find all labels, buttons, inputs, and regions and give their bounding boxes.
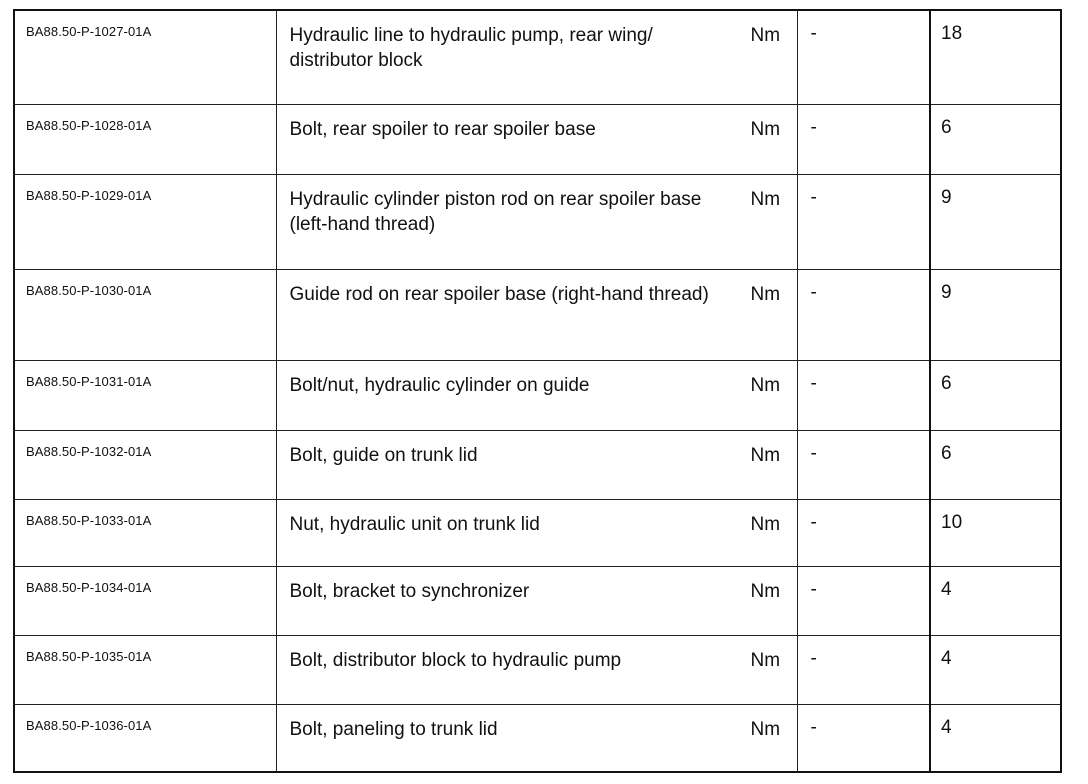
description-text: Bolt/nut, hydraulic cylinder on guide bbox=[289, 374, 590, 396]
description-cell bbox=[276, 566, 797, 635]
table-row bbox=[14, 499, 1061, 566]
value-cell: 9 bbox=[930, 269, 1061, 360]
value-cell: 4 bbox=[930, 566, 1061, 635]
table-row bbox=[14, 10, 1061, 104]
dash-cell: - bbox=[797, 430, 930, 499]
description-text: Hydraulic cylinder piston rod on rear spoiler base (left-hand thread) bbox=[289, 188, 702, 235]
value-cell: 4 bbox=[930, 635, 1061, 704]
description-text: Guide rod on rear spoiler base (right-hand thread) bbox=[289, 283, 709, 305]
table-row bbox=[14, 174, 1061, 269]
unit-text: Nm bbox=[750, 718, 781, 740]
dash-cell: - bbox=[797, 10, 930, 104]
spec-id-cell: BA88.50-P-1028-01A bbox=[14, 104, 276, 174]
dash-cell: - bbox=[797, 174, 930, 269]
unit-text: Nm bbox=[750, 118, 781, 140]
description-text: Hydraulic line to hydraulic pump, rear wing/ distributor block bbox=[289, 25, 653, 71]
spec-id-cell: BA88.50-P-1027-01A bbox=[14, 10, 276, 104]
dash-cell: - bbox=[797, 704, 930, 772]
spec-id-cell: BA88.50-P-1029-01A bbox=[14, 174, 276, 269]
dash-cell: - bbox=[797, 635, 930, 704]
table-row bbox=[14, 704, 1061, 772]
description-cell bbox=[276, 360, 797, 430]
unit-text: Nm bbox=[750, 513, 781, 535]
dash-cell: - bbox=[797, 269, 930, 360]
value-cell: 6 bbox=[930, 430, 1061, 499]
unit-text: Nm bbox=[750, 649, 781, 671]
description-cell bbox=[276, 10, 797, 104]
dash-cell: - bbox=[797, 499, 930, 566]
value-cell: 9 bbox=[930, 174, 1061, 269]
unit-text: Nm bbox=[750, 444, 781, 466]
value-cell: 10 bbox=[930, 499, 1061, 566]
value-cell: 18 bbox=[930, 10, 1061, 104]
dash-cell: - bbox=[797, 360, 930, 430]
description-text: Bolt, distributor block to hydraulic pump bbox=[289, 649, 622, 671]
description-cell bbox=[276, 269, 797, 360]
dash-cell: - bbox=[797, 566, 930, 635]
unit-text: Nm bbox=[750, 25, 781, 46]
description-text: Bolt, paneling to trunk lid bbox=[289, 718, 498, 740]
unit-text: Nm bbox=[750, 283, 781, 305]
unit-text: Nm bbox=[750, 188, 781, 210]
spec-id-cell: BA88.50-P-1032-01A bbox=[14, 430, 276, 499]
table-row bbox=[14, 269, 1061, 360]
table-row bbox=[14, 104, 1061, 174]
value-cell: 4 bbox=[930, 704, 1061, 772]
spec-id-cell: BA88.50-P-1035-01A bbox=[14, 635, 276, 704]
table-row bbox=[14, 635, 1061, 704]
description-cell bbox=[276, 704, 797, 772]
spec-id-cell: BA88.50-P-1036-01A bbox=[14, 704, 276, 772]
description-cell bbox=[276, 104, 797, 174]
spec-id-cell: BA88.50-P-1034-01A bbox=[14, 566, 276, 635]
unit-text: Nm bbox=[750, 580, 781, 602]
torque-spec-table bbox=[13, 9, 1062, 773]
description-cell bbox=[276, 430, 797, 499]
spec-id-cell: BA88.50-P-1033-01A bbox=[14, 499, 276, 566]
unit-text: Nm bbox=[750, 374, 781, 396]
value-cell: 6 bbox=[930, 104, 1061, 174]
description-cell bbox=[276, 499, 797, 566]
table-row bbox=[14, 566, 1061, 635]
description-text: Nut, hydraulic unit on trunk lid bbox=[289, 513, 540, 535]
table-row bbox=[14, 360, 1061, 430]
description-cell bbox=[276, 635, 797, 704]
description-text: Bolt, rear spoiler to rear spoiler base bbox=[289, 118, 596, 140]
description-text: Bolt, guide on trunk lid bbox=[289, 444, 478, 466]
spec-id-cell: BA88.50-P-1031-01A bbox=[14, 360, 276, 430]
dash-cell: - bbox=[797, 104, 930, 174]
value-cell: 6 bbox=[930, 360, 1061, 430]
description-cell bbox=[276, 174, 797, 269]
spec-id-cell: BA88.50-P-1030-01A bbox=[14, 269, 276, 360]
description-text: Bolt, bracket to synchronizer bbox=[289, 580, 530, 602]
table-row bbox=[14, 430, 1061, 499]
torque-spec-table-body bbox=[14, 10, 1061, 772]
